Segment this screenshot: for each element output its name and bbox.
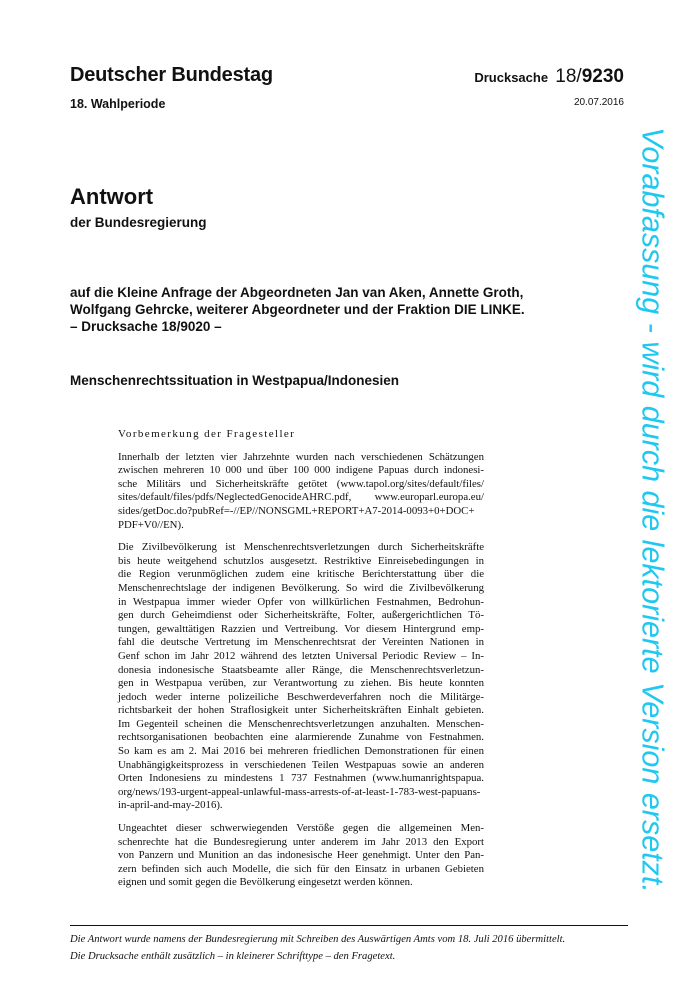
- inquiry-reference: [70, 284, 590, 335]
- inquiry-line: auf die Kleine Anfrage der Abgeordneten Jan van Aken, Annette Groth,: [70, 285, 524, 300]
- paragraph-line: Orten Indonesiens zu mindestens 1 737 Festnahmen (www.humanrightspapua.: [118, 772, 484, 785]
- drucksache-number: 18/9230: [555, 66, 624, 87]
- paragraph-line: Innerhalb der letzten vier Jahrzehnte wurden nach verschiedenen Schätzungen: [118, 450, 484, 463]
- preliminary-remark: [118, 428, 484, 899]
- body-paragraph: [118, 541, 484, 813]
- subject-title: Menschenrechtssituation in Westpapua/Indonesien: [70, 373, 400, 388]
- paragraph-line: donesia indonesische Staatsbeamte aller Ränge, die Menschenrechtsverletzun-: [118, 663, 484, 676]
- paragraph-line: Ungeachtet dieser schwerwiegenden Verstöße gegen die allgemeinen Men-: [118, 822, 484, 835]
- paragraph-line: Die Zivilbevölkerung ist Menschenrechtsverletzungen durch Sicherheitskräfte: [118, 541, 484, 554]
- paragraph-line: jedoch weder interne polizeiliche Beschwerdeverfahren noch die Militärge-: [118, 690, 484, 703]
- document-header-right: [474, 66, 624, 108]
- paragraph-line: sides/getDoc.do?pubRef=-//EP//NONSGML+REPORT+A7-2014-0093+0+DOC+: [118, 504, 475, 517]
- paragraph-line: rechtsorganisationen beobachten eine alarmierende Zunahme von Festnahmen.: [118, 731, 484, 744]
- footer-divider: [70, 925, 628, 926]
- body-paragraphs: [118, 451, 484, 890]
- paragraph-line: So kam es am 2. Mai 2016 bei mehreren friedlichen Demonstrationen für einen: [118, 745, 484, 758]
- footer-notes: [70, 931, 565, 965]
- organization-name: Deutscher Bundestag: [70, 64, 273, 86]
- paragraph-line: schenrechte hat die Bundesregierung unter anderem im Jahr 2013 den Export: [118, 835, 484, 848]
- paragraph-line: tungen, gewalttätigen Razzien und Vertreibung. Vor diesem Hintergrund emp-: [118, 622, 484, 635]
- paragraph-line: PDF+V0//EN).: [118, 518, 184, 531]
- watermark-text: Vorabfassung - wird durch die lektorierte Version ersetzt.: [635, 127, 670, 893]
- section-heading: Vorbemerkung der Fragesteller: [118, 428, 296, 440]
- paragraph-line: in-april-and-may-2016).: [118, 799, 223, 812]
- document-date: 20.07.2016: [573, 97, 624, 108]
- inquiry-line: – Drucksache 18/9020 –: [70, 319, 222, 334]
- inquiry-line: Wolfgang Gehrcke, weiterer Abgeordneter und der Fraktion DIE LINKE.: [70, 302, 525, 317]
- document-header-left: [70, 64, 273, 111]
- body-paragraph: [118, 822, 484, 890]
- paragraph-line: bis heute weitgehend schutzlos ausgesetzt. Restriktive Einreisebedingungen in: [118, 554, 484, 567]
- body-paragraph: [118, 451, 484, 533]
- drucksache-reference: [474, 66, 624, 88]
- paragraph-line: die Region verunmöglichen zudem eine kritische Berichterstattung über die: [118, 568, 484, 581]
- legislative-period: 18. Wahlperiode: [70, 97, 166, 111]
- paragraph-line: zern befinden sich auch Modelle, die sich für den Einsatz in urbanen Gebieten: [118, 862, 484, 875]
- paragraph-line: gen durch Geheimdienst oder Sicherheitskräfte, Folter, außergerichtlichen Tö-: [118, 609, 484, 622]
- paragraph-line: fahl die deutsche Vertretung im Menschenrechtsrat der Vereinten Nationen in: [118, 636, 484, 649]
- drucksache-label: Drucksache: [474, 70, 549, 85]
- paragraph-line: org/news/193-urgent-appeal-unlawful-mass-arrests-of-at-least-1-783-west-papuans-: [118, 785, 481, 798]
- paragraph-line: richtsbarkeit der hohen Straflosigkeit unter Sicherheitskräften Einhalt gebieten.: [118, 704, 484, 717]
- paragraph-line: Im Gegenteil scheinen die Menschenrechtsverletzungen anzuhalten. Menschen-: [118, 717, 484, 730]
- paragraph-line: Genf schon im Jahr 2012 während des letzten Universal Periodic Review – In-: [118, 649, 484, 662]
- paragraph-line: von Panzern und Munition an das indonesische Heer genehmigt. Unter den Pan-: [118, 849, 484, 862]
- footer-note: Die Drucksache enthält zusätzlich – in kleinerer Schrifttype – den Fragetext.: [70, 951, 396, 962]
- title-block: [70, 184, 207, 230]
- paragraph-line: sites/default/files/pdfs/NeglectedGenocideAHRC.pdf, www.europarl.europa.eu/: [118, 491, 484, 504]
- paragraph-line: eignen und somit gegen die Bevölkerung eingesetzt werden können.: [118, 876, 413, 889]
- paragraph-line: in Westpapua immer wieder Opfer von willkürlichen Festnahmen, Bedrohun-: [118, 595, 484, 608]
- footer-note: Die Antwort wurde namens der Bundesregierung mit Schreiben des Auswärtigen Amts vom 18. Juli 2016 übermittelt.: [70, 934, 566, 945]
- draft-watermark: [622, 100, 682, 920]
- paragraph-line: Unabhängigkeitsprozess in verschiedenen Teilen Westpapuas sowie an anderen: [118, 758, 484, 771]
- document-subtitle: der Bundesregierung: [70, 215, 207, 230]
- document-title: Antwort: [70, 184, 154, 209]
- paragraph-line: gen in Westpapua verüben, zur Verantwortung zu ziehen. Bis heute konnten: [118, 677, 484, 690]
- paragraph-line: Menschenrechtslage der indigenen Bevölkerung. So wird die Zivilbevölkerung: [118, 581, 484, 594]
- paragraph-line: sche Militärs und Sicherheitskräfte getötet (www.tapol.org/sites/default/files/: [118, 477, 484, 490]
- paragraph-line: zwischen mehreren 10 000 und über 100 000 indigene Papuas durch indonesi-: [118, 464, 484, 477]
